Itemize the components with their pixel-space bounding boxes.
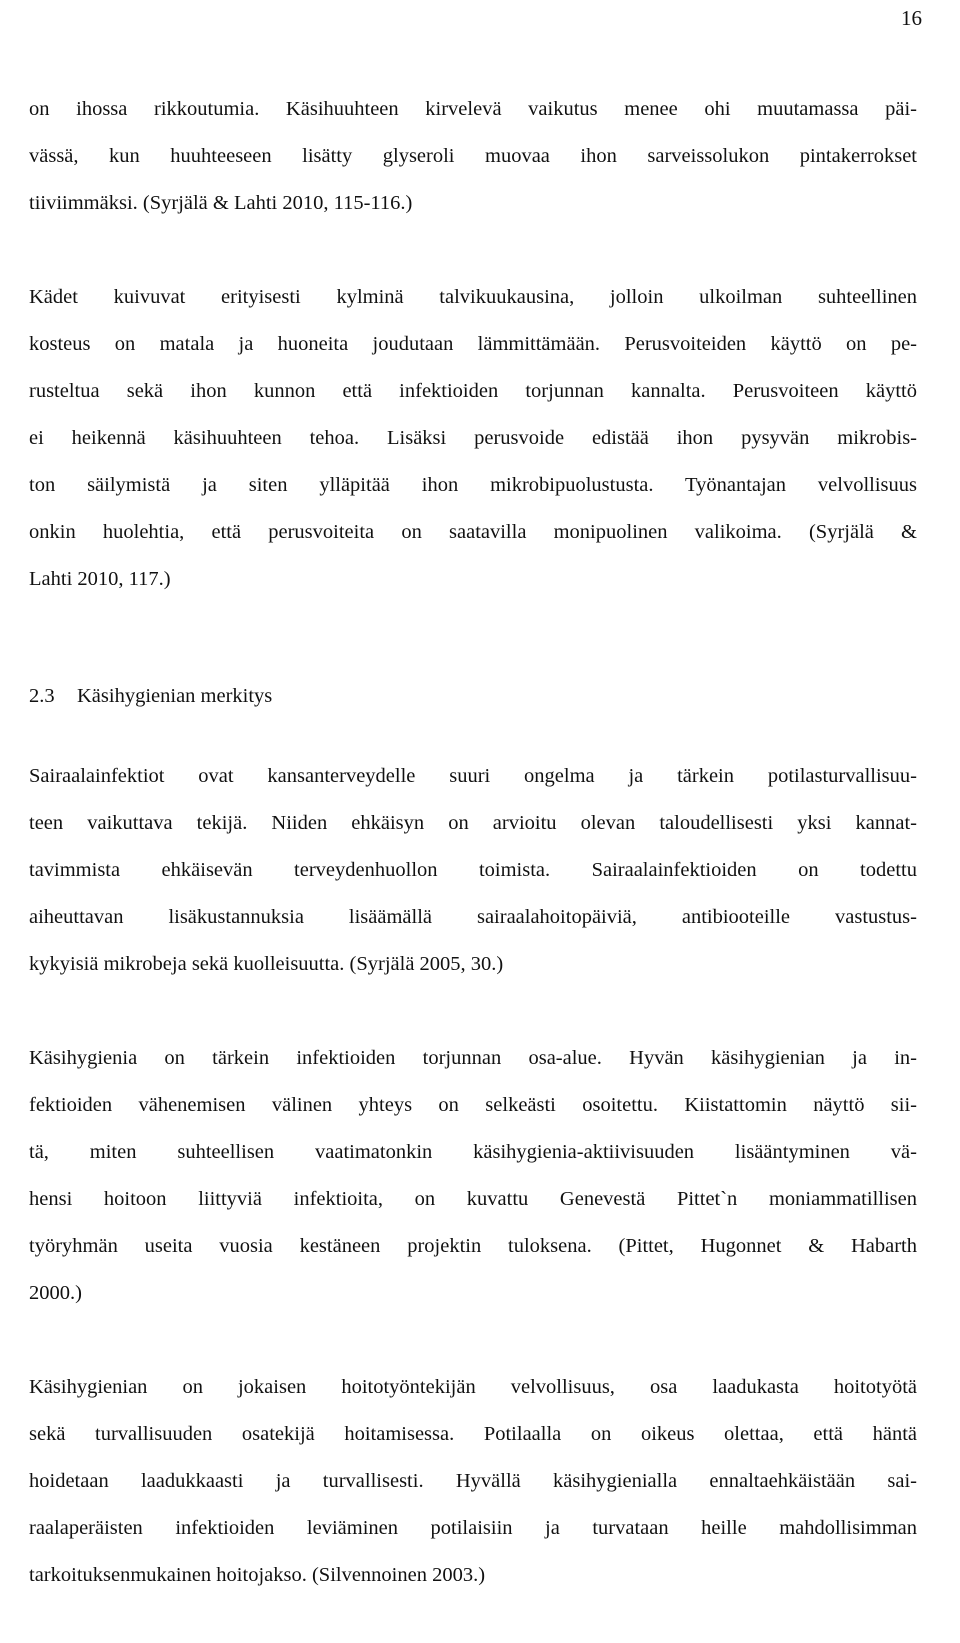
document-body <box>29 86 917 1599</box>
section-title: Käsihygienian merkitys <box>77 685 273 707</box>
section-number: 2.3 <box>29 685 55 707</box>
text-line: teen vaikuttava tekijä. Niiden ehkäisyn on arvioitu olevan taloudellisesti yksi kannat- <box>29 812 917 834</box>
text-line: työryhmän useita vuosia kestäneen projektin tuloksena. (Pittet, Hugonnet & Habarth <box>29 1235 917 1257</box>
text-line: tä, miten suhteellisen vaatimatonkin käsihygienia-aktiivisuuden lisääntyminen vä- <box>29 1141 917 1163</box>
paragraph-2 <box>29 274 917 603</box>
text-line: Lahti 2010, 117.) <box>29 568 171 590</box>
text-line: Sairaalainfektiot ovat kansanterveydelle suuri ongelma ja tärkein potilasturvallisuu- <box>29 765 917 787</box>
paragraph-4 <box>29 1035 917 1317</box>
paragraph-gap <box>29 227 917 274</box>
text-line: aiheuttavan lisäkustannuksia lisäämällä sairaalahoitopäiviä, antibiooteille vastustus- <box>29 906 917 928</box>
text-line: kykyisiä mikrobeja sekä kuolleisuutta. (Syrjälä 2005, 30.) <box>29 953 504 975</box>
text-line: sekä turvallisuuden osatekijä hoitamisessa. Potilaalla on oikeus olettaa, että häntä <box>29 1423 917 1445</box>
text-line: rusteltua sekä ihon kunnon että infektioiden torjunnan kannalta. Perusvoiteen käyttö <box>29 380 917 402</box>
text-line: onkin huolehtia, että perusvoiteita on saatavilla monipuolinen valikoima. (Syrjälä & <box>29 521 917 543</box>
section-gap <box>29 603 917 673</box>
heading-gap <box>29 720 917 753</box>
paragraph-3 <box>29 753 917 988</box>
text-line: raalaperäisten infektioiden leviäminen potilaisiin ja turvataan heille mahdollisimman <box>29 1517 917 1539</box>
text-line: tiiviimmäksi. (Syrjälä & Lahti 2010, 115-116.) <box>29 192 413 214</box>
text-line: ei heikennä käsihuuhteen tehoa. Lisäksi perusvoide edistää ihon pysyvän mikrobis- <box>29 427 917 449</box>
text-line: on ihossa rikkoutumia. Käsihuuhteen kirvelevä vaikutus menee ohi muutamassa päi- <box>29 98 917 120</box>
paragraph-gap <box>29 1317 917 1364</box>
paragraph-5 <box>29 1364 917 1599</box>
text-line: hoidetaan laadukkaasti ja turvallisesti. Hyvällä käsihygienialla ennaltaehkäistään sai- <box>29 1470 917 1492</box>
text-line: Kädet kuivuvat erityisesti kylminä talvikuukausina, jolloin ulkoilman suhteellinen <box>29 286 917 308</box>
text-line: Käsihygienian on jokaisen hoitotyöntekijän velvollisuus, osa laadukasta hoitotyötä <box>29 1376 917 1398</box>
text-line: tavimmista ehkäisevän terveydenhuollon toimista. Sairaalainfektioiden on todettu <box>29 859 917 881</box>
section-heading <box>29 673 917 720</box>
text-line: vässä, kun huuhteeseen lisätty glyseroli muovaa ihon sarveissolukon pintakerrokset <box>29 145 917 167</box>
paragraph-1 <box>29 86 917 227</box>
text-line: 2000.) <box>29 1282 82 1304</box>
page-number: 16 <box>901 6 922 30</box>
text-line: fektioiden vähenemisen välinen yhteys on selkeästi osoitettu. Kiistattomin näyttö sii- <box>29 1094 917 1116</box>
paragraph-gap <box>29 988 917 1035</box>
text-line: tarkoituksenmukainen hoitojakso. (Silvennoinen 2003.) <box>29 1564 486 1586</box>
text-line: hensi hoitoon liittyviä infektioita, on kuvattu Genevestä Pittet`n moniammatillisen <box>29 1188 917 1210</box>
text-line: kosteus on matala ja huoneita joudutaan lämmittämään. Perusvoiteiden käyttö on pe- <box>29 333 917 355</box>
text-line: ton säilymistä ja siten ylläpitää ihon mikrobipuolustusta. Työnantajan velvollisuus <box>29 474 917 496</box>
text-line: Käsihygienia on tärkein infektioiden torjunnan osa-alue. Hyvän käsihygienian ja in- <box>29 1047 917 1069</box>
